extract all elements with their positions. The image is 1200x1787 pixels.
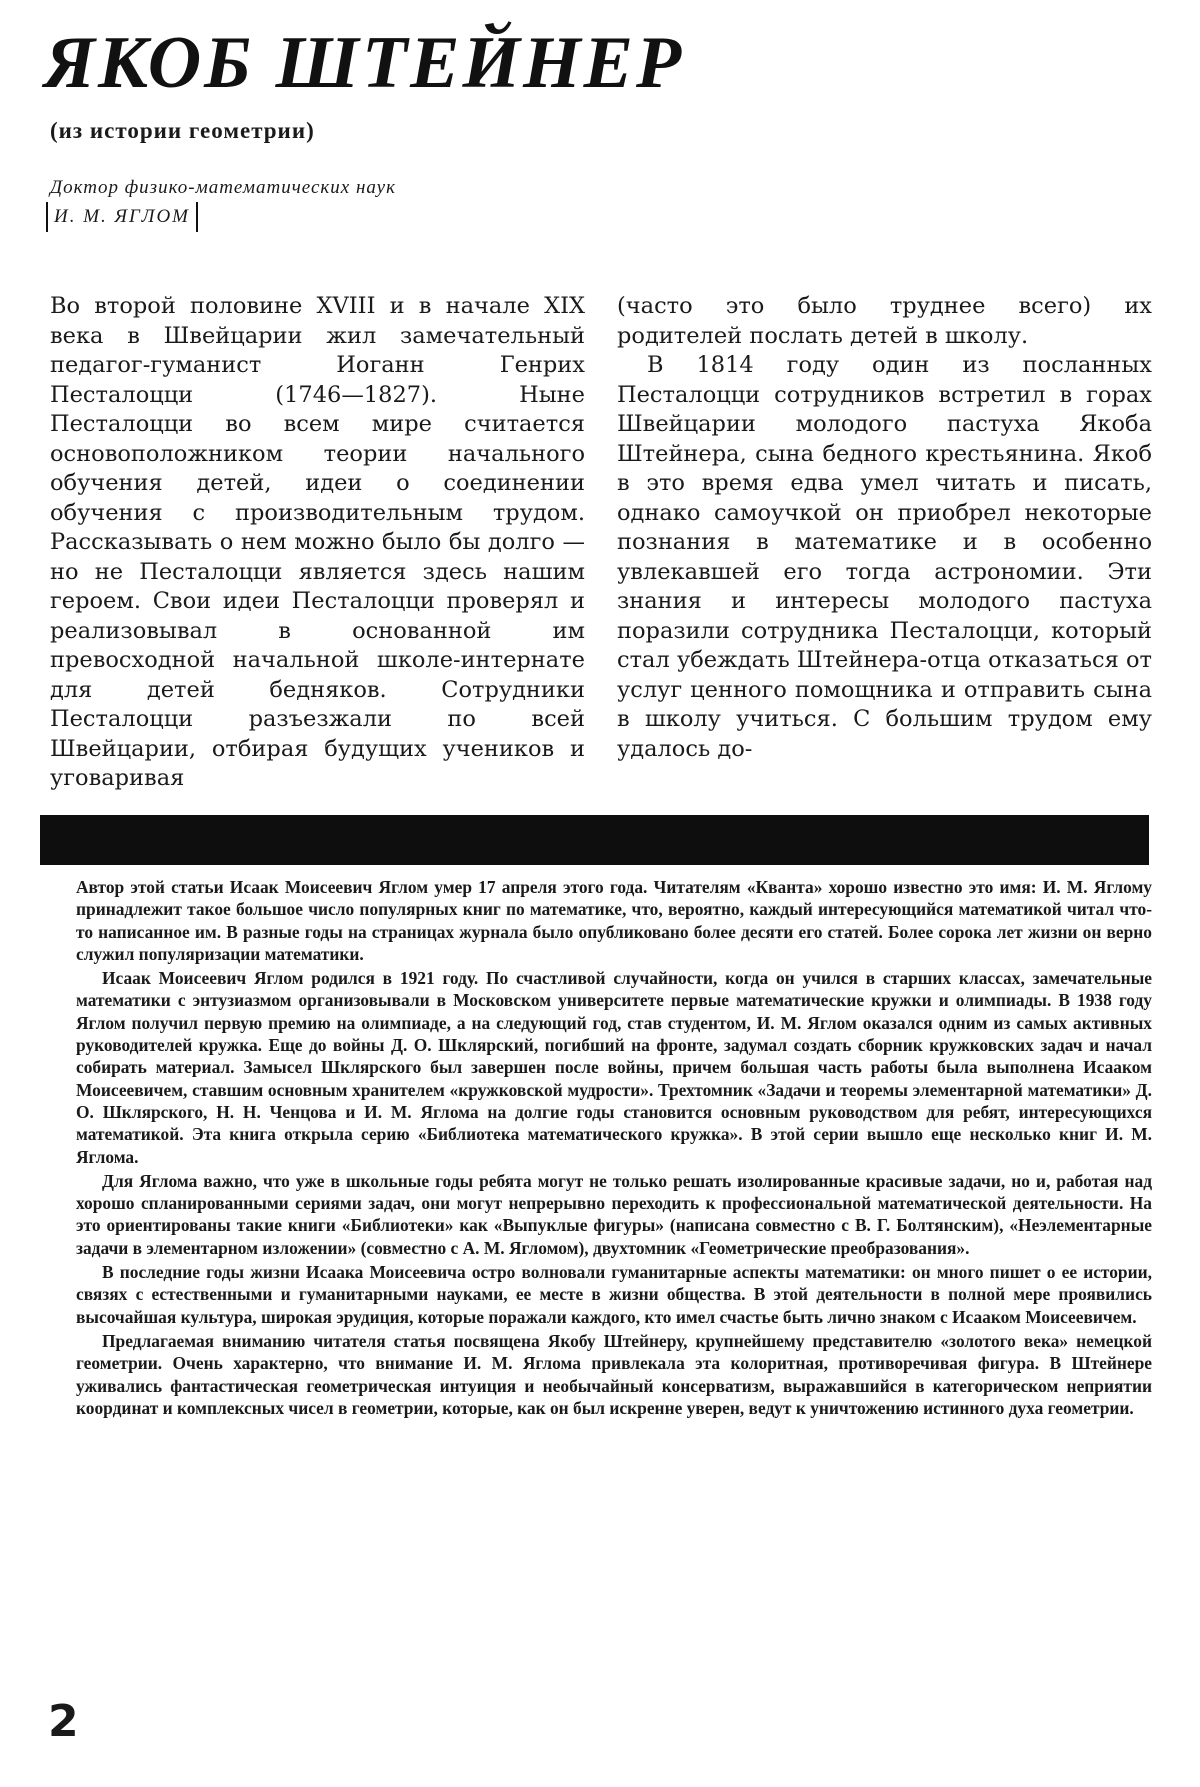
article-left-column bbox=[50, 292, 585, 794]
note-paragraph: В последние годы жизни Исаака Моисеевича остро волновали гуманитарные аспекты математики: он много пишет о ее истории, связях с естественными и гуманитарными науками, ее месте в жизни общества. В этой деятельности в полной мере проявились высочайшая культура, широкая эрудиция, которые поражали каждого, кто имел счастье быть лично знаком с Исааком Моисеевичем. bbox=[76, 1262, 1152, 1327]
note-paragraph: Предлагаемая вниманию читателя статья посвящена Якобу Штейнеру, крупнейшему представителю «золотого века» немецкой геометрии. Очень характерно, что внимание И. М. Яглома привлекала эта колоритная, противоречивая фигура. В Штейнере уживались фантастическая геометрическая интуиция и необычайный консерватизм, выражавшийся в категорическом неприятии координат и комплексных чисел в геометрии, которые, как он был искренне уверен, ведут к уничтожению истинного духа геометрии. bbox=[76, 1330, 1152, 1418]
note-paragraph: Автор этой статьи Исаак Моисеевич Яглом умер 17 апреля этого года. Читателям «Кванта» хорошо известно это имя: И. М. Яглому принадлежит такое большое число популярных книг по математике, что, вероятно, каждый интересующийся математикой читал что-то написанное им. В разные годы на страницах журнала было опубликовано более десяти его статей. Более сорока лет жизни он верно служил популяризации математики. bbox=[76, 877, 1152, 964]
author-degree: Доктор физико-математических наук bbox=[50, 177, 396, 198]
author-name: И. М. ЯГЛОМ bbox=[46, 202, 198, 232]
article-paragraph: В 1814 году один из посланных Песталоцци сотрудников встретил в горах Швейцарии молодого пастуха Якоба Штейнера, сына бедного крестьянина. Якоб в это время едва умел читать и писать, однако самоучкой он приобрел некоторые познания в математике и в особенно увлекавшей его тогда астрономии. Эти знания и интересы молодого пастуха поразили сотрудника Песталоцци, который стал убеждать Штейнера-отца отказаться от услуг ценного помощника и отправить сына в школу учиться. С большим трудом ему удалось до- bbox=[617, 352, 1152, 762]
page-number: 2 bbox=[48, 1696, 79, 1747]
article-paragraph: Во второй половине XVIII и в начале XIX века в Швейцарии жил замечательный педагог-гуманист Иоганн Генрих Песталоцци (1746—1827). Ныне Песталоцци во всем мире считается основоположником теории начального обучения детей, идеи о соединении обучения с производительным трудом. Рассказывать о нем можно было бы долго — но не Песталоцци является здесь нашим героем. Свои идеи Песталоцци проверял и реализовывал в основанной им превосходной начальной школе-интернате для детей бедняков. Сотрудники Песталоцци разъезжали по всей Швейцарии, отбирая будущих учеников и уговаривая bbox=[50, 293, 585, 791]
editorial-note bbox=[76, 876, 1152, 1421]
note-paragraph: Исаак Моисеевич Яглом родился в 1921 году. По счастливой случайности, когда он учился в старших классах, замечательные математики с энтузиазмом организовывали в Московском университете первые математические кружки и олимпиады. В 1938 году Яглом получил первую премию на олимпиаде, а на следующий год, став студентом, И. М. Яглом оказался одним из самых активных руководителей кружка. Еще до войны Д. О. Шклярский, погибший на фронте, задумал создать сборник кружковских задач и начал собирать материал. Замысел Шклярского был завершен после войны, причем большая часть работы была выполнена Исааком Моисеевичем, ставшим основным хранителем «кружковской мудрости». Трехтомник «Задачи и теоремы элементарной математики» Д. О. Шклярского, Н. Н. Ченцова и И. М. Яглома на долгие годы становится основным руководством для ребят, интересующихся математикой. Эта книга открыла серию «Библиотека математического кружка». В этой серии вышло еще несколько книг И. М. Яглома. bbox=[76, 968, 1152, 1167]
article-title: ЯКОБ ШТЕЙНЕР bbox=[44, 22, 685, 104]
separator-bar bbox=[40, 815, 1149, 865]
note-paragraph: Для Яглома важно, что уже в школьные годы ребята могут не только решать изолированные красивые задачи, но и, работая над хорошо спланированными сериями задач, они могут непрерывно переходить к профессиональной математической деятельности. На это ориентированы такие книги «Библиотеки» как «Выпуклые фигуры» (написана совместно с В. Г. Болтянским), «Неэлементарные задачи в элементарном изложении» (совместно с А. М. Ягломом), двухтомник «Геометрические преобразования». bbox=[76, 1170, 1152, 1258]
article-paragraph-continuation: (часто это было труднее всего) их родителей послать детей в школу. bbox=[617, 293, 1152, 349]
article-right-column bbox=[617, 292, 1152, 764]
article-subtitle: (из истории геометрии) bbox=[50, 118, 315, 143]
